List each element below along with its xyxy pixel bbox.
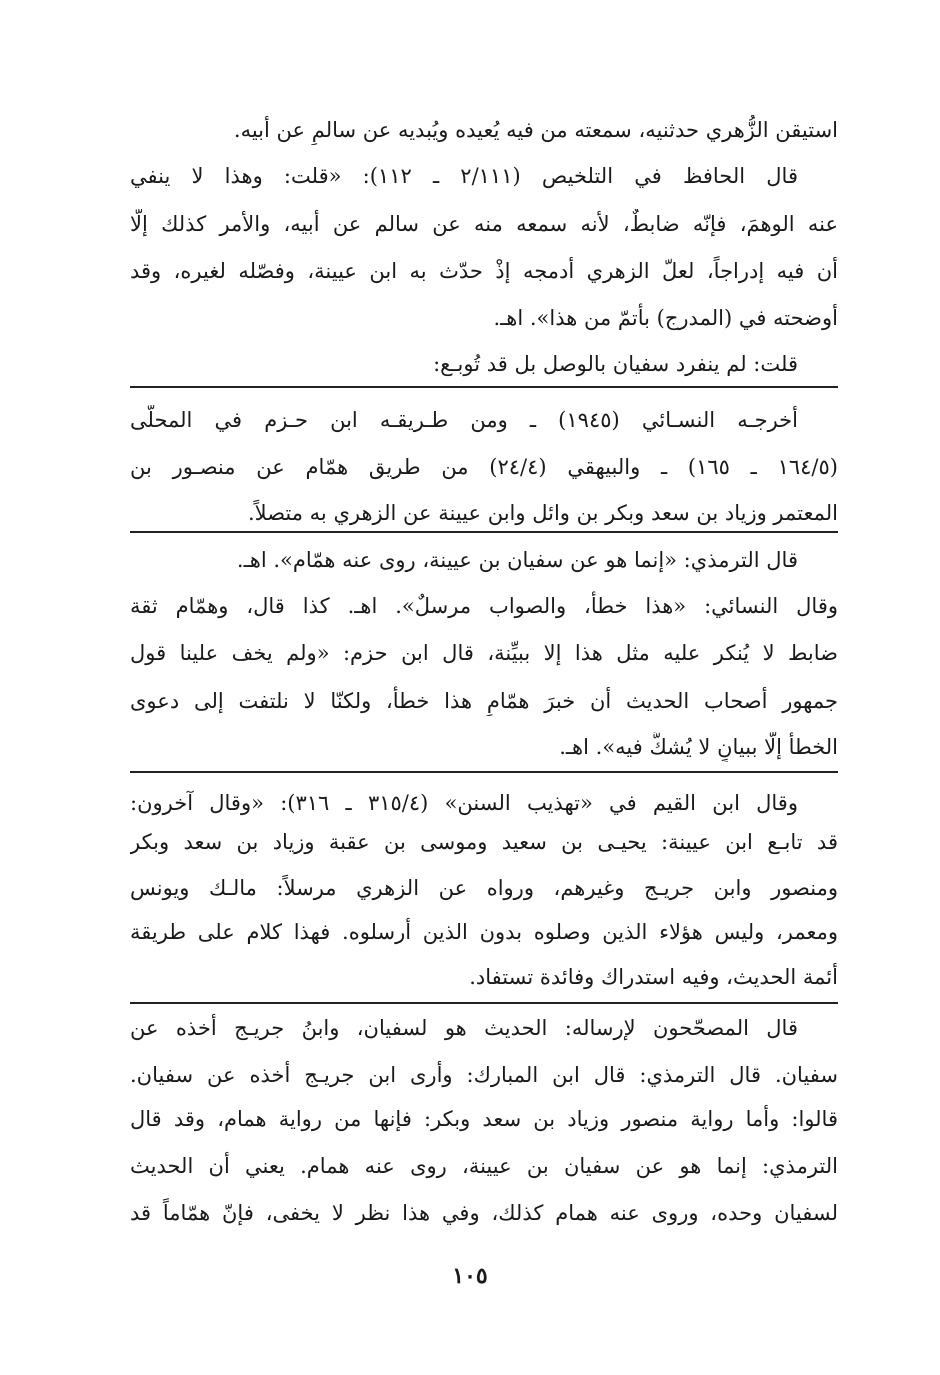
text-line: (١٦٤/٥ ـ ١٦٥) ـ والبيهقي (٢٤/٤) من طريق همّام عن منصـور بن [130,455,838,479]
text-line: قلت: لم ينفرد سفيان بالوصل بل قد تُوبـع: [433,352,798,376]
text-line: لسفيان وحده، وروى عنه همام كذلك، وفي هذا نظر لا يخفى، فإنّ همّاماً قد [130,1201,838,1225]
text-line: ضابط لا يُنكر عليه مثل هذا إلا ببيِّنة، قال ابن حزم: «ولم يخف علينا قول [130,641,838,665]
text-line: قال الحافظ في التلخيص (٢/١١١ ـ ١١٢): «قلت: وهذا لا ينفي [130,164,798,188]
text-line: وقال النسائي: «هذا خطأ، والصواب مرسلٌ». اهـ. كذا قال، وهمّام ثقة [130,594,838,618]
text-line: ومنصور وابن جريـج وغيرهم، ورواه عن الزهري مرسلاً: مالـك ويونس [130,876,838,900]
text-line: قال الترمذي: «إنما هو عن سفيان بن عيينة، روى عنه همّام». اهـ. [236,548,798,572]
text-line: وقال ابن القيم في «تهذيب السنن» (٣١٥/٤ ـ ٣١٦): «وقال آخرون: [130,791,798,815]
text-line: المعتمر وزياد بن سعد وبكر بن وائل وابن عيينة عن الزهري به متصلاً. [248,501,838,525]
section-divider [130,531,838,533]
text-line: أوضحته في (المدرج) بأتمّ من هذا». اهـ. [493,306,838,330]
page-number: ١٠٥ [452,1263,488,1289]
section-divider [130,1002,838,1004]
text-line: ومعمر، وليس هؤلاء الذين وصلوه بدون الذين أرسلوه. فهذا كلام على طريقة [130,920,838,944]
text-line: الخطأ إلّا ببيانٍ لا يُشكُّ فيه». اهـ. [559,735,838,759]
text-line: أخرجـه النسـائي (١٩٤٥) ـ ومن طـريقـه ابن حـزم في المحلّى [130,408,798,432]
text-line: سفيان. قال الترمذي: قال ابن المبارك: وأرى ابن جريـج أخذه عن سفيان. [130,1063,838,1087]
text-line: استيقن الزُّهري حدثنيه، سمعته من فيه يُعيده ويُبديه عن سالمٍ عن أبيه. [233,118,838,142]
section-divider [130,771,838,773]
text-line: الترمذي: إنما هو عن سفيان بن عيينة، روى عنه همام. يعني أن الحديث [130,1154,838,1178]
text-line: قالوا: وأما رواية منصور وزياد بن سعد وبكر: فإنها من رواية همام، وقد قال [130,1107,838,1131]
text-line: جمهور أصحاب الحديث أن خبرَ همّامٍ هذا خطأ، ولكنّا لا نلتفت إلى دعوى [130,689,838,713]
text-line: أئمة الحديث، وفيه استدراك وفائدة تستفاد. [469,965,838,989]
text-line: قال المصحّحون لإرساله: الحديث هو لسفيان، وابنُ جريـج أخذه عن [130,1016,798,1040]
text-line: عنه الوهمَ، فإنّه ضابطٌ، لأنه سمعه منه عن سالم عن أبيه، والأمر كذلك إلّا [130,212,838,236]
text-line: قد تابـع ابن عيينة: يحيـى بن سعيد وموسى بن عقبة وزياد بن سعد وبكر [130,830,838,854]
text-line: أن فيه إدراجاً، لعلّ الزهري أدمجه إذْ حدّث به ابن عيينة، وفصّله لغيره، وقد [130,259,838,283]
section-divider [130,386,838,388]
